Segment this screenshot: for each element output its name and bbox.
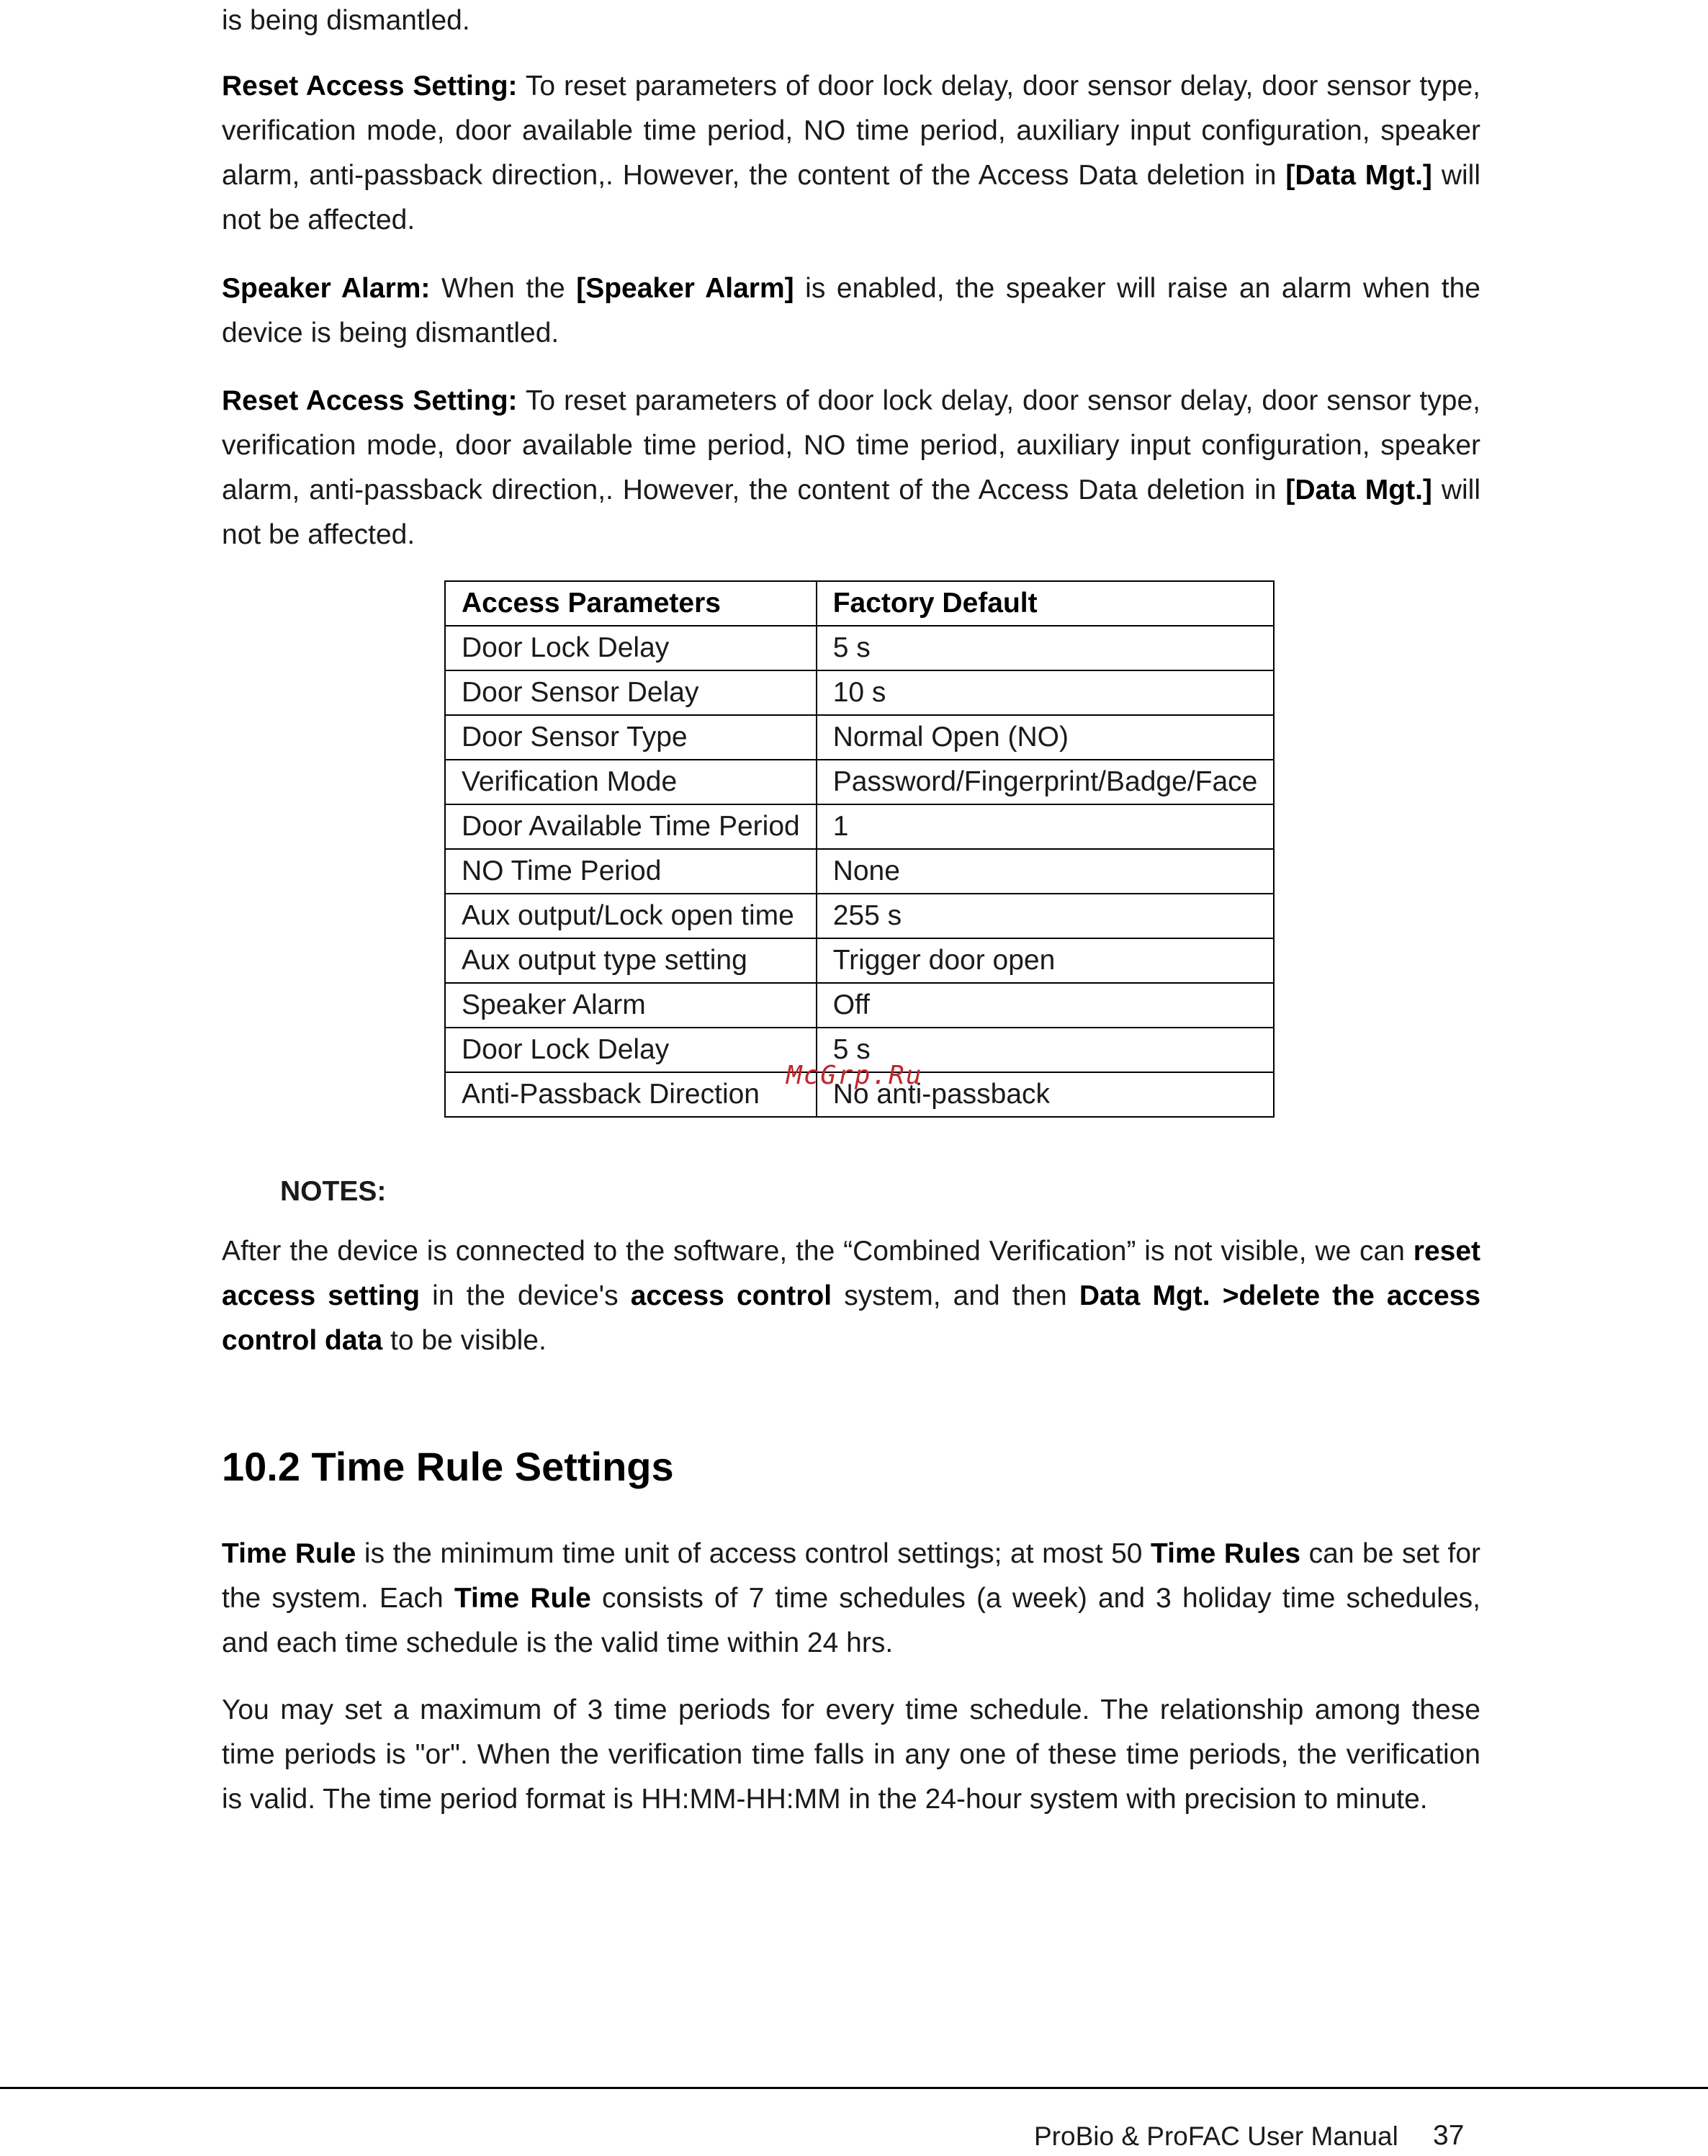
parameter-name: Door Lock Delay <box>445 626 817 670</box>
access-parameters-table <box>444 580 1275 1118</box>
parameter-default: 5 s <box>817 1028 1275 1072</box>
paragraph-text: When the <box>430 273 577 304</box>
reset-access-setting-label: Reset Access Setting: <box>222 385 518 416</box>
watermark: McGrp.Ru <box>786 1061 923 1090</box>
table-row <box>445 626 1274 670</box>
speaker-alarm-reference: [Speaker Alarm] <box>576 273 794 304</box>
parameter-default: None <box>817 849 1275 894</box>
notes-body <box>222 1229 1480 1363</box>
parameter-name: Aux output/Lock open time <box>445 894 817 938</box>
footer-title: ProBio & ProFAC User Manual <box>1034 2121 1398 2151</box>
reset-access-setting-term: reset access setting <box>222 1236 1480 1311</box>
table-row <box>445 894 1274 938</box>
paragraph-text: can be set for the system. Each <box>222 1538 1481 1614</box>
data-mgt-reference: [Data Mgt.] <box>1285 475 1432 506</box>
parameter-default: 255 s <box>817 894 1275 938</box>
footer-divider <box>0 2087 1708 2089</box>
paragraph-time-rule <box>222 1532 1480 1666</box>
section-heading: 10.2 Time Rule Settings <box>222 1444 674 1489</box>
paragraph-text: is the minimum time unit of access control settings; at most 50 <box>356 1538 1151 1569</box>
parameter-name: Door Sensor Type <box>445 715 817 760</box>
parameter-name: Verification Mode <box>445 760 817 804</box>
parameter-name: Door Lock Delay <box>445 1028 817 1072</box>
table-row <box>445 983 1274 1028</box>
page-number: 37 <box>1433 2120 1465 2151</box>
data-mgt-reference: [Data Mgt.] <box>1285 160 1432 191</box>
table-row <box>445 849 1274 894</box>
parameter-name: Door Sensor Delay <box>445 670 817 715</box>
paragraph-reset-access-setting <box>222 64 1480 243</box>
paragraph-reset-access-setting-repeat <box>222 379 1480 557</box>
paragraph-text: in the device's <box>420 1280 631 1311</box>
table-header-row <box>445 581 1274 626</box>
paragraph-text: To reset parameters of door lock delay, door sensor delay, door sensor type, verification mode, door available time period, NO time period, auxiliary input configuration, speaker alarm, anti-passback direction,. However, the content of the Access Data deletion in <box>222 71 1480 191</box>
parameter-default: Off <box>817 983 1275 1028</box>
parameter-name: Speaker Alarm <box>445 983 817 1028</box>
parameter-name: Aux output type setting <box>445 938 817 983</box>
paragraph-text: system, and then <box>832 1280 1079 1311</box>
table-row <box>445 715 1274 760</box>
parameter-default: Normal Open (NO) <box>817 715 1275 760</box>
paragraph-text: consists of 7 time schedules (a week) and 3 holiday time schedules, and each time schedule is the valid time within 24 hrs. <box>222 1583 1480 1658</box>
parameter-default: Password/Fingerprint/Badge/Face <box>817 760 1275 804</box>
paragraph-speaker-alarm <box>222 266 1480 356</box>
paragraph-text: To reset parameters of door lock delay, door sensor delay, door sensor type, verification mode, door available time period, NO time period, auxiliary input configuration, speaker alarm, anti-passback direction,. However, the content of the Access Data deletion in <box>222 385 1480 506</box>
parameter-name: Anti-Passback Direction <box>445 1072 817 1117</box>
time-rules-term: Time Rules <box>1151 1538 1301 1569</box>
reset-access-setting-label: Reset Access Setting: <box>222 71 518 102</box>
parameter-default: 5 s <box>817 626 1275 670</box>
paragraph-text: After the device is connected to the software, the “Combined Verification” is not visible, we can <box>222 1236 1413 1267</box>
table-row <box>445 804 1274 849</box>
parameter-default: Trigger door open <box>817 938 1275 983</box>
paragraph-text: will not be affected. <box>222 160 1480 235</box>
access-control-term: access control <box>630 1280 832 1311</box>
parameter-default: No anti-passback <box>817 1072 1275 1117</box>
table-row <box>445 938 1274 983</box>
data-mgt-delete-term: Data Mgt. >delete the access control data <box>222 1280 1481 1356</box>
paragraph-text: to be visible. <box>382 1325 547 1356</box>
header-factory-default: Factory Default <box>817 581 1275 626</box>
parameter-default: 1 <box>817 804 1275 849</box>
parameter-default: 10 s <box>817 670 1275 715</box>
header-access-parameters: Access Parameters <box>445 581 817 626</box>
parameter-name: Door Available Time Period <box>445 804 817 849</box>
table-row <box>445 670 1274 715</box>
parameter-name: NO Time Period <box>445 849 817 894</box>
time-rule-term: Time Rule <box>454 1583 591 1614</box>
speaker-alarm-label: Speaker Alarm: <box>222 273 431 304</box>
table-row <box>445 760 1274 804</box>
notes-label: NOTES: <box>280 1176 387 1207</box>
paragraph-dismantled: is being dismantled. <box>222 5 470 36</box>
time-rule-term: Time Rule <box>222 1538 356 1569</box>
paragraph-time-periods: You may set a maximum of 3 time periods for every time schedule. The relationship among these time periods is "or". When the verification time falls in any one of these time periods, the verification is valid. The time period format is HH:MM-HH:MM in the 24-hour system with precision to minute. <box>222 1694 1480 1815</box>
paragraph-text: will not be affected. <box>222 475 1480 550</box>
paragraph-text: is enabled, the speaker will raise an alarm when the device is being dismantled. <box>222 273 1480 349</box>
